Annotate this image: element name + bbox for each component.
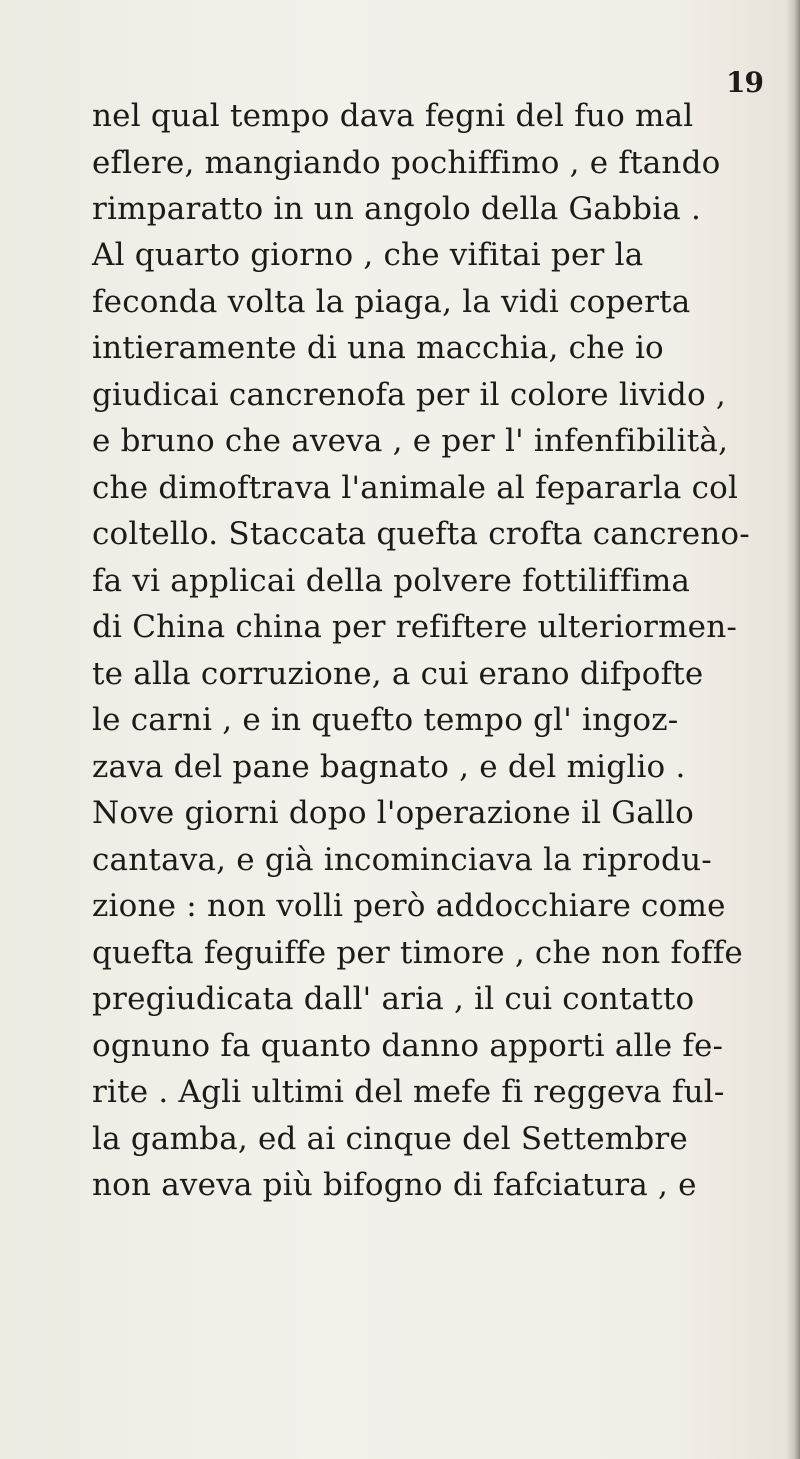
page-edge-shadow — [786, 0, 800, 1459]
text-line: che dimoftrava l'animale al fepararla col — [92, 470, 739, 506]
text-line: eflere, mangiando pochiffimo , e ftando — [92, 145, 721, 181]
text-line: feconda volta la piaga, la vidi coperta — [92, 284, 691, 320]
text-line: e bruno che aveva , e per l' infenfibilità, — [92, 423, 729, 459]
text-line: ognuno fa quanto danno apporti alle fe- — [92, 1028, 724, 1064]
text-line: zava del pane bagnato , e del miglio . — [92, 749, 686, 785]
text-line: fa vi applicai della polvere fottiliffima — [92, 563, 691, 599]
text-line: le carni , e in quefto tempo gl' ingoz- — [92, 702, 679, 738]
text-line: non aveva più bifogno di fafciatura , e — [92, 1167, 697, 1203]
text-line: Nove giorni dopo l'operazione il Gallo — [92, 795, 695, 831]
text-line: giudicai cancrenofa per il colore livido , — [92, 377, 726, 413]
text-line: cantava, e già incominciava la riprodu- — [92, 842, 712, 878]
text-line: Al quarto giorno , che vifitai per la — [92, 237, 644, 273]
text-line: la gamba, ed ai cinque del Settembre — [92, 1121, 688, 1157]
text-line: quefta feguiffe per timore , che non foffe — [92, 935, 743, 971]
text-line: te alla corruzione, a cui erano difpofte — [92, 656, 704, 692]
text-line: intieramente di una macchia, che io — [92, 330, 664, 366]
page-number: 19 — [726, 66, 763, 99]
text-line: rimparatto in un angolo della Gabbia . — [92, 191, 702, 227]
text-line: zione : non volli però addocchiare come — [92, 888, 726, 924]
text-line: nel qual tempo dava fegni del fuo mal — [92, 98, 694, 134]
text-line: pregiudicata dall' aria , il cui contatto — [92, 981, 695, 1017]
text-line: di China china per refiftere ulteriormen- — [92, 609, 738, 645]
text-line: rite . Agli ultimi del mefe fi reggeva ful- — [92, 1074, 725, 1110]
text-line: coltello. Staccata quefta crofta cancreno- — [92, 516, 750, 552]
